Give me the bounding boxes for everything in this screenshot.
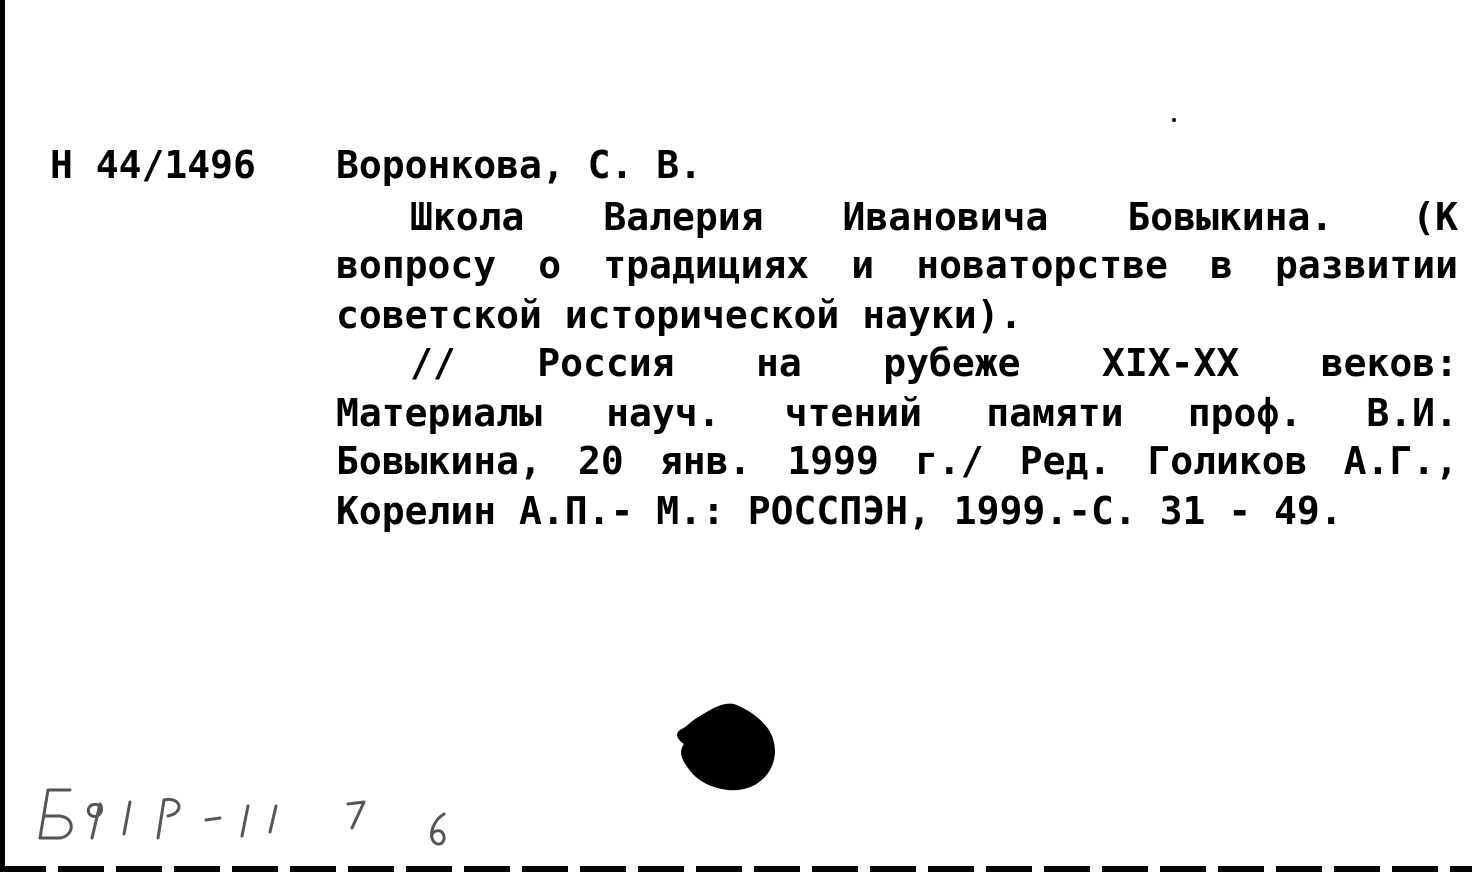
title-word: Бовыкина. (1127, 195, 1334, 239)
card-left-border (0, 0, 5, 872)
title-word: новаторстве (916, 243, 1168, 287)
source-line-4: Корелин А.П.- М.: РОССПЭН, 1999.-С. 31 - 49. (336, 489, 1343, 533)
scan-speck (1172, 118, 1176, 122)
punch-hole (674, 702, 778, 792)
source-line-1 (410, 341, 1458, 385)
source-word: А.Г., (1343, 439, 1458, 483)
title-word: вопросу (336, 243, 497, 287)
source-word: проф. (1187, 391, 1303, 435)
source-line-2 (336, 391, 1458, 435)
source-word: Бовыкина, (336, 439, 542, 483)
title-word: традициях (603, 243, 810, 287)
title-word: Ивановича (842, 195, 1049, 239)
shelfmark: Н 44/1496 (50, 143, 256, 187)
source-word: 20 (577, 439, 624, 483)
title-word: (К (1412, 195, 1458, 239)
source-word: 1999 (787, 439, 879, 483)
source-line-3 (336, 439, 1458, 483)
title-word: развитии (1274, 243, 1458, 287)
title-line-1 (410, 195, 1458, 239)
source-word: Россия (537, 341, 675, 385)
source-word: веков: (1320, 341, 1458, 385)
source-word: В.И. (1366, 391, 1458, 435)
title-word: и (851, 243, 875, 287)
source-word: Материалы (336, 391, 542, 435)
title-word: Школа (410, 195, 525, 239)
title-word: Валерия (603, 195, 764, 239)
title-word: о (538, 243, 562, 287)
source-word: чтений (784, 391, 923, 435)
source-word: рубеже (883, 341, 1021, 385)
source-word: XIX-XX (1101, 341, 1240, 385)
source-word: // (410, 341, 456, 385)
title-line-2 (336, 243, 1458, 287)
title-word: в (1209, 243, 1233, 287)
source-word: памяти (986, 391, 1124, 435)
source-word: г./ (915, 439, 984, 483)
author-heading: Воронкова, С. В. (336, 143, 703, 187)
card-bottom-edge (0, 866, 1472, 872)
source-word: янв. (659, 439, 752, 483)
source-word: науч. (606, 391, 721, 435)
source-word: Ред. (1019, 439, 1112, 483)
title-line-3: советской исторической науки). (336, 293, 1023, 337)
source-word: Голиков (1147, 439, 1308, 483)
handwritten-note (30, 776, 460, 856)
source-word: на (755, 341, 802, 385)
